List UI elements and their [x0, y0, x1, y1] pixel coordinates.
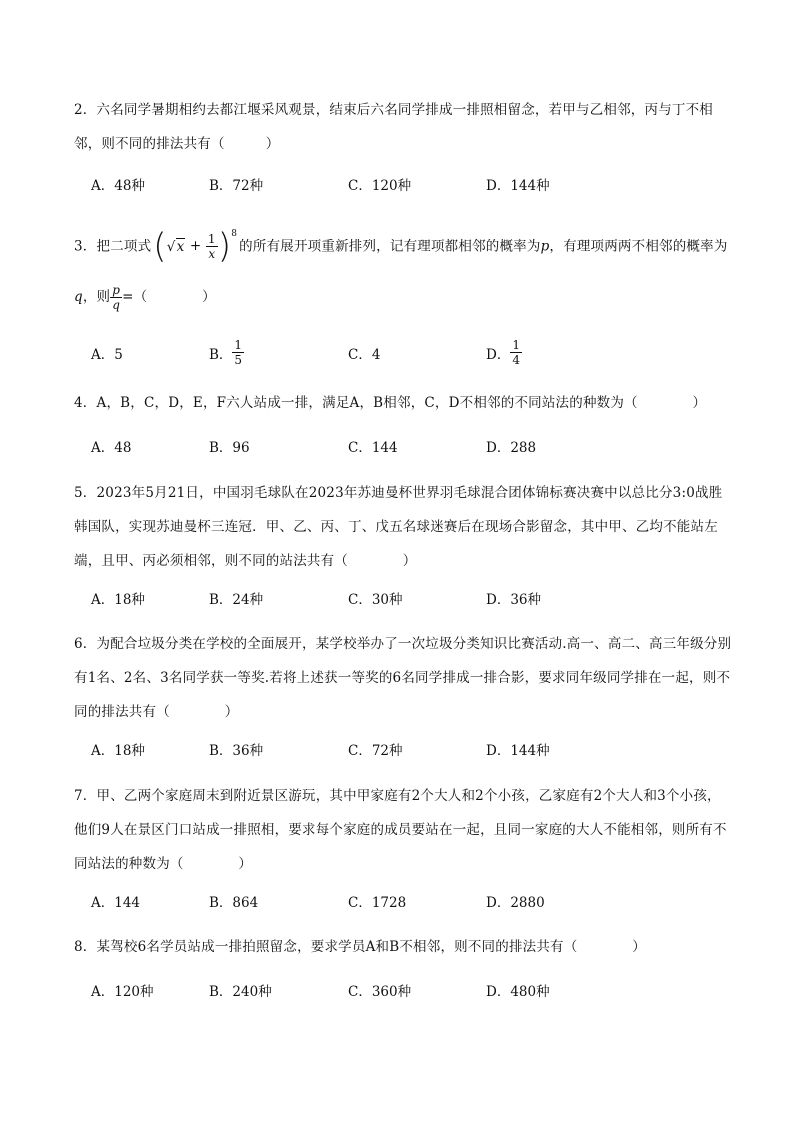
question-3-text	[74, 226, 734, 268]
question-6-text: 6．为配合垃圾分类在学校的全面展开，某学校举办了一次垃圾分类知识比赛活动.高一、高二、高三年级分别有1名、2名、3名同学获一等奖.若将上述获一等奖的6名同学排成一排合影，要求同年级同学排在一起，则不同的排法共有（ ）	[74, 636, 732, 720]
option-a: A．5	[91, 347, 123, 363]
option-a: A．120种	[91, 984, 154, 1000]
option-c: C．1728	[348, 895, 407, 911]
q3-line2-text: ，则	[82, 289, 111, 305]
sqrt-term: √x	[166, 238, 185, 255]
option-b: B．864	[209, 895, 259, 911]
fraction-one-fourth: $\frac{1}{4}$	[512, 338, 520, 367]
option-c: C．30种	[348, 592, 403, 608]
q3-text-b: ，有理项两两不相邻的概率为	[549, 238, 728, 255]
question-3-line2	[74, 280, 734, 314]
option-d: D．144种	[486, 743, 550, 759]
question-7-options	[91, 892, 711, 914]
fraction-one-fifth: $\frac{1}{5}$	[234, 338, 243, 367]
q3-line2-tail: =（ ）	[122, 289, 216, 305]
option-c: C．360种	[348, 984, 412, 1000]
binomial-expression: (√x + $\frac{1}{x}$ )$^8$	[153, 226, 238, 267]
option-d: D．480种	[486, 984, 550, 1000]
option-b: B．72种	[209, 178, 264, 194]
option-a: A．18种	[91, 592, 145, 608]
option-d: D．36种	[486, 592, 542, 608]
question-7-text: 7．甲、乙两个家庭周末到附近景区游玩，其中甲家庭有2个大人和2个小孩，乙家庭有2个大人和3个小孩，他们9人在景区门口站成一排照相，要求每个家庭的成员要站在一起，且同一家庭的大人不能相邻，则所有不同站法的种数为（ ）	[74, 788, 727, 872]
question-3-options	[91, 340, 711, 372]
q3-text-a: 的所有展开项重新排列，记有理项都相邻的概率为	[239, 238, 541, 255]
option-b: B．36种	[209, 743, 264, 759]
question-6-options	[91, 740, 711, 762]
option-b: B．96	[209, 440, 250, 456]
question-5-options	[91, 589, 711, 611]
option-c: C．144	[348, 440, 398, 456]
option-d: D．2880	[486, 895, 545, 911]
option-b: B． $\frac{1}{5}$	[209, 338, 243, 367]
option-a: A．48种	[91, 178, 145, 194]
option-d: D．288	[486, 440, 537, 456]
question-8-options	[91, 981, 711, 1003]
option-d: D．144种	[486, 178, 550, 194]
binomial-fraction: $\frac{1}{x}$	[207, 232, 216, 261]
q3-prefix: 3．把二项式	[74, 238, 152, 255]
option-a: A．144	[91, 895, 141, 911]
option-a: A．48	[91, 440, 132, 456]
option-b: B．240种	[209, 984, 272, 1000]
option-a: A．18种	[91, 743, 145, 759]
option-d: D． $\frac{1}{4}$	[486, 338, 520, 367]
option-c: C．4	[348, 347, 381, 363]
p-over-q: $\frac{p}{q}$	[112, 283, 121, 312]
option-c: C．72种	[348, 743, 403, 759]
question-5-text: 5．2023年5月21日，中国羽毛球队在2023年苏迪曼杯世界羽毛球混合团体锦标赛决赛中以总比分3:0战胜韩国队，实现苏迪曼杯三连冠．甲、乙、丙、丁、戊五名球迷赛后在现场合影留念，其中甲、乙均不能站左端，且甲、丙必须相邻，则不同的站法共有（ ）	[74, 485, 723, 569]
option-c: C．120种	[348, 178, 412, 194]
question-2-text: 2．六名同学暑期相约去都江堰采风观景，结束后六名同学排成一排照相留念，若甲与乙相邻，丙与丁不相邻，则不同的排法共有（ ）	[74, 102, 713, 152]
question-2-options	[91, 175, 711, 197]
var-q: q	[74, 289, 83, 305]
var-p: p	[540, 238, 550, 255]
option-b: B．24种	[209, 592, 264, 608]
question-4-options	[91, 437, 711, 459]
question-8-text: 8．某驾校6名学员站成一排拍照留念，要求学员A和B不相邻，则不同的排法共有（ ）	[74, 939, 646, 955]
question-4-text: 4．A，B，C，D，E，F六人站成一排，满足A，B相邻，C，D不相邻的不同站法的种数为（ ）	[74, 395, 707, 411]
